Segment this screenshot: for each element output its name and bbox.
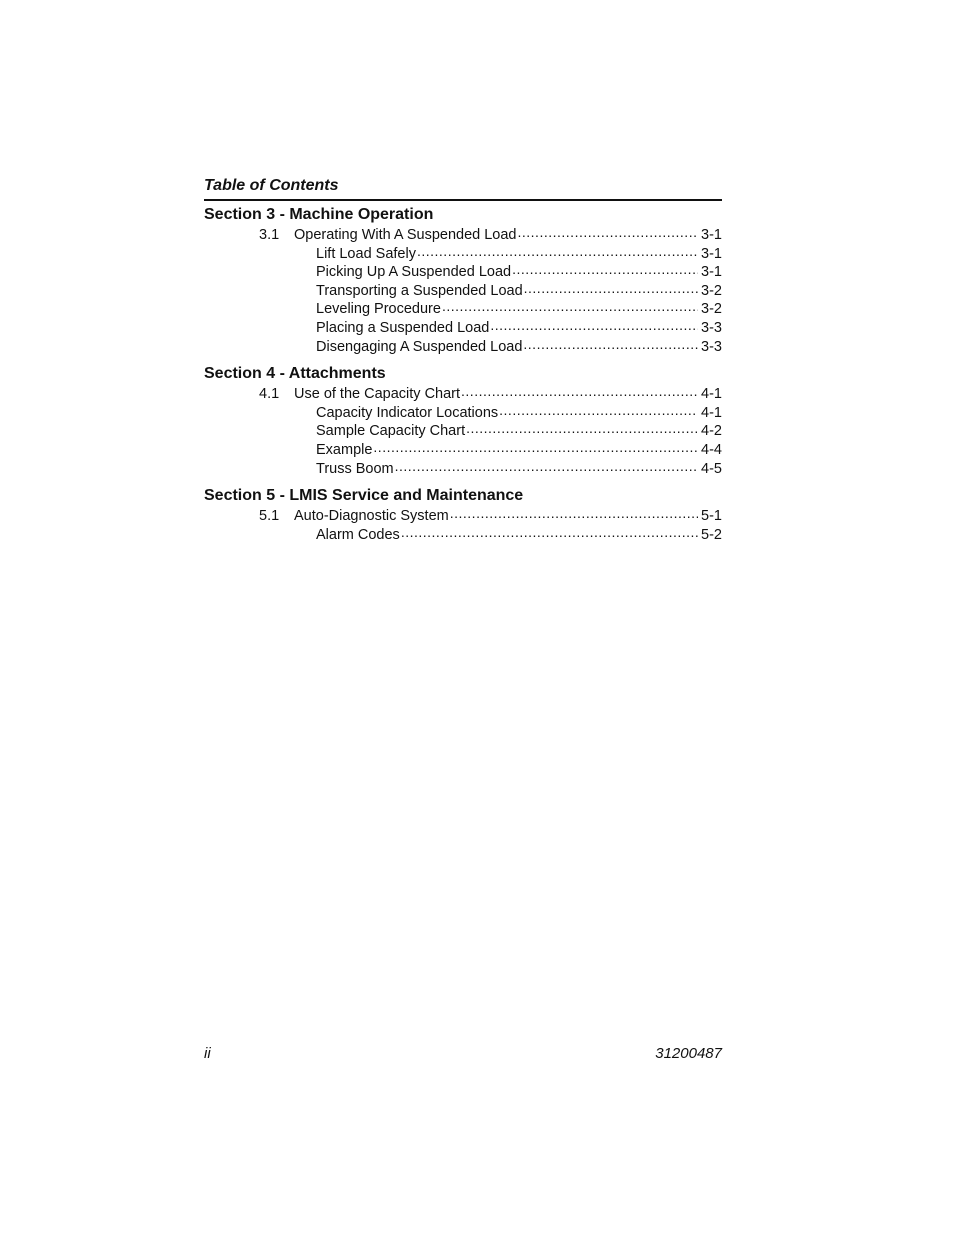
toc-entry[interactable] [204, 384, 722, 403]
entry-page-ref: 3-1 [701, 264, 722, 281]
entry-title: Operating With A Suspended Load [294, 227, 517, 243]
toc-section [204, 364, 722, 477]
dot-leader [512, 262, 698, 276]
dot-leader [490, 318, 698, 332]
toc-subentry[interactable] [204, 525, 722, 544]
toc-entry[interactable] [204, 506, 722, 525]
dot-leader [450, 506, 698, 520]
entry-title: Truss Boom [316, 460, 394, 477]
entry-title: Lift Load Safely [316, 245, 416, 262]
dot-leader [518, 225, 699, 239]
toc-subentry[interactable] [204, 337, 722, 356]
entry-title: Leveling Procedure [316, 301, 441, 318]
toc-subentry[interactable] [204, 281, 722, 300]
toc-subentry[interactable] [204, 262, 722, 281]
toc-subentry[interactable] [204, 403, 722, 422]
entry-page-ref: 5-1 [701, 508, 722, 525]
dot-leader [524, 281, 698, 295]
dot-leader [395, 459, 698, 473]
dot-leader [461, 384, 698, 398]
dot-leader [417, 244, 698, 258]
dot-leader [373, 440, 698, 454]
footer-page-number: ii [204, 1045, 211, 1062]
toc-subentry[interactable] [204, 244, 722, 263]
toc-section [204, 486, 722, 543]
entry-title: Sample Capacity Chart [316, 423, 466, 440]
section-heading: Section 3 - Machine Operation [204, 206, 434, 223]
entry-title: Placing a Suspended Load [316, 319, 490, 336]
toc-subentry[interactable] [204, 318, 722, 337]
entry-page-ref: 3-3 [701, 319, 722, 336]
entry-page-ref: 5-2 [701, 526, 722, 543]
entry-title: Example [316, 441, 373, 458]
dot-leader [401, 525, 698, 539]
dot-leader [523, 337, 698, 351]
entry-page-ref: 3-3 [701, 338, 722, 355]
entry-page-ref: 4-5 [701, 460, 722, 477]
dot-leader [499, 403, 698, 417]
toc-section [204, 205, 722, 355]
toc-subentry[interactable] [204, 299, 722, 318]
entry-page-ref: 4-1 [701, 404, 722, 421]
entry-page-ref: 3-2 [701, 301, 722, 318]
toc-title: Table of Contents [204, 176, 722, 201]
entry-title: Transporting a Suspended Load [316, 282, 523, 299]
toc-subentry[interactable] [204, 421, 722, 440]
entry-title: Capacity Indicator Locations [316, 404, 499, 421]
section-heading: Section 5 - LMIS Service and Maintenance [204, 487, 524, 505]
entry-number: 3.1 [259, 227, 280, 243]
entry-page-ref: 3-1 [701, 245, 722, 262]
entry-page-ref: 4-2 [701, 423, 722, 440]
toc-subentry[interactable] [204, 440, 722, 459]
entry-page-ref: 3-1 [701, 227, 722, 243]
entry-page-ref: 4-4 [701, 441, 722, 458]
toc-entry[interactable] [204, 225, 722, 244]
entry-page-ref: 3-2 [701, 282, 722, 299]
dot-leader [442, 299, 698, 313]
section-heading: Section 4 - Attachments [204, 365, 386, 383]
entry-page-ref: 4-1 [701, 386, 722, 403]
entry-title: Alarm Codes [316, 526, 400, 543]
entry-number: 4.1 [259, 386, 280, 403]
entry-title: Picking Up A Suspended Load [316, 264, 512, 281]
toc-subentry[interactable] [204, 459, 722, 478]
toc-body [204, 205, 722, 552]
footer-document-number: 31200487 [655, 1045, 722, 1062]
dot-leader [466, 421, 698, 435]
entry-number: 5.1 [259, 508, 280, 525]
entry-title: Use of the Capacity Chart [294, 386, 461, 403]
entry-title: Disengaging A Suspended Load [316, 338, 523, 355]
entry-title: Auto-Diagnostic System [294, 508, 449, 525]
